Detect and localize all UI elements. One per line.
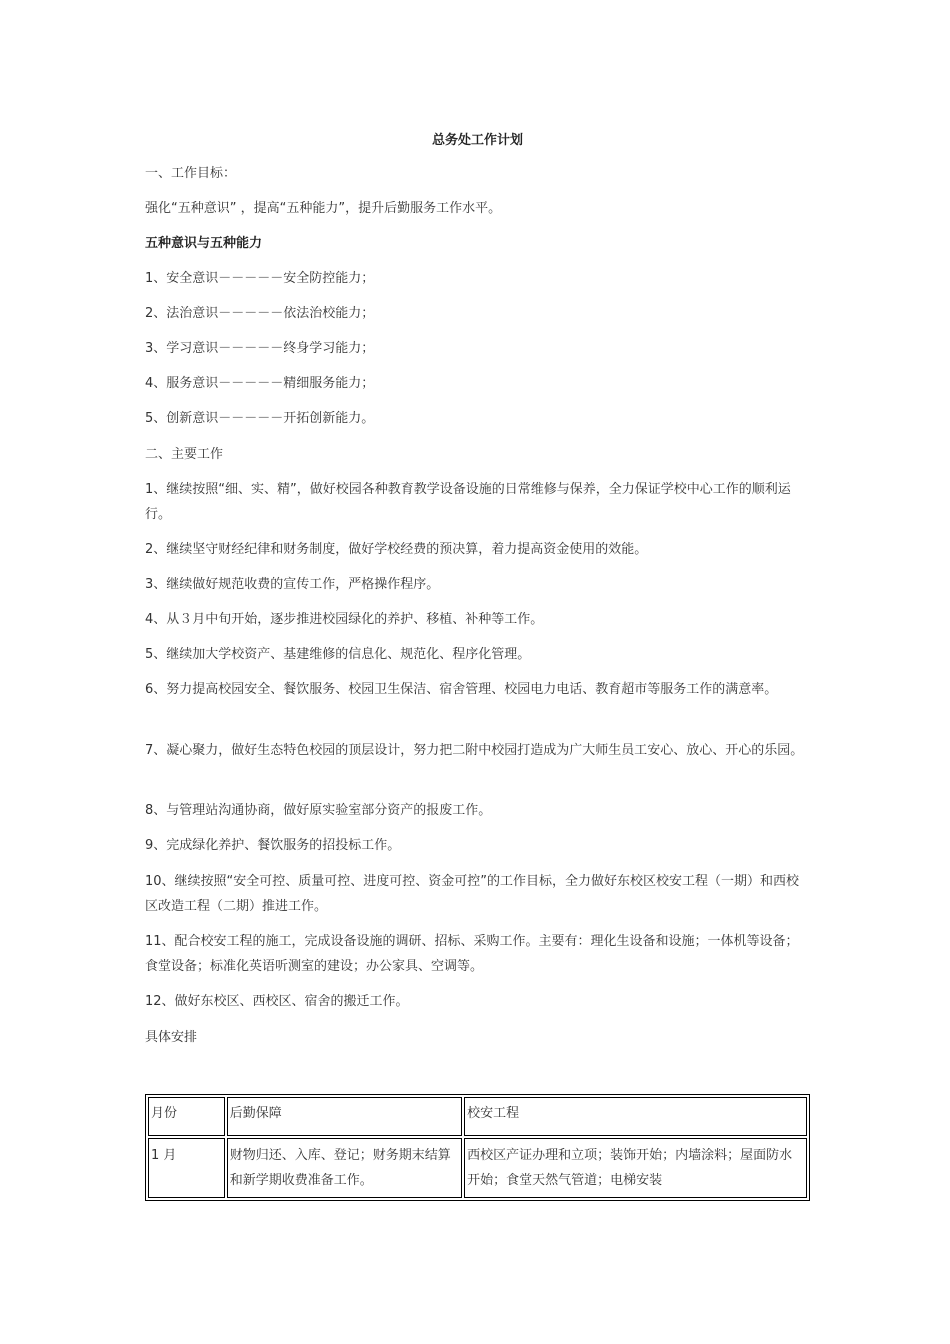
cell-logistics: 财物归还、入库、登记；财务期末结算和新学期收费准备工作。 (227, 1138, 462, 1198)
task-item: 8、与管理站沟通协商，做好原实验室部分资产的报废工作。 (145, 803, 492, 818)
schedule-table (145, 1094, 810, 1201)
ability-item: 5、创新意识－－－－－开拓创新能力。 (145, 411, 375, 426)
task-item: 2、继续坚守财经纪律和财务制度，做好学校经费的预决算，着力提高资金使用的效能。 (145, 542, 648, 557)
task-item: 5、继续加大学校资产、基建维修的信息化、规范化、程序化管理。 (145, 647, 531, 662)
table-row (148, 1138, 807, 1198)
section-heading-goals: 一、工作目标： (145, 166, 237, 181)
header-logistics: 后勤保障 (227, 1097, 462, 1136)
header-safety-project: 校安工程 (464, 1097, 807, 1136)
table-header-row (148, 1097, 807, 1136)
ability-item: 1、安全意识－－－－－安全防控能力； (145, 271, 375, 286)
task-item: 10、继续按照“安全可控、质量可控、进度可控、资金可控”的工作目标，全力做好东校区校安工程（一期）和西校区改造工程（二期）推进工作。 (145, 874, 800, 914)
task-item: 1、继续按照“细、实、精”，做好校园各种教育教学设备设施的日常维修与保养，全力保证学校中心工作的顺利运行。 (145, 482, 791, 522)
schedule-label: 具体安排 (145, 1030, 198, 1045)
task-item: 3、继续做好规范收费的宣传工作，严格操作程序。 (145, 577, 440, 592)
cell-month: 1 月 (148, 1138, 225, 1198)
section-heading-tasks: 二、主要工作 (145, 447, 224, 462)
header-month: 月份 (148, 1097, 225, 1136)
abilities-heading: 五种意识与五种能力 (145, 236, 263, 251)
task-item: 12、做好东校区、西校区、宿舍的搬迁工作。 (145, 994, 409, 1009)
task-item: 7、凝心聚力，做好生态特色校园的顶层设计，努力把二附中校园打造成为广大师生员工安心、放心、开心的乐园。 (145, 743, 804, 758)
task-item: 11、配合校安工程的施工，完成设备设施的调研、招标、采购工作。主要有：理化生设备和设施；一体机等设备；食堂设备；标准化英语听测室的建设；办公家具、空调等。 (145, 934, 799, 974)
document-title: 总务处工作计划 (431, 133, 523, 148)
task-item: 4、从３月中旬开始，逐步推进校园绿化的养护、移植、补种等工作。 (145, 612, 544, 627)
task-item: 9、完成绿化养护、餐饮服务的招投标工作。 (145, 838, 401, 853)
ability-item: 2、法治意识－－－－－依法治校能力； (145, 306, 375, 321)
ability-item: 3、学习意识－－－－－终身学习能力； (145, 341, 375, 356)
cell-safety-project: 西校区产证办理和立项；装饰开始；内墙涂料；屋面防水开始；食堂天然气管道；电梯安装 (464, 1138, 807, 1198)
ability-item: 4、服务意识－－－－－精细服务能力； (145, 376, 375, 391)
goal-text: 强化“五种意识” ，提高“五种能力”，提升后勤服务工作水平。 (145, 201, 502, 216)
task-item: 6、努力提高校园安全、餐饮服务、校园卫生保洁、宿舍管理、校园电力电话、教育超市等服务工作的满意率。 (145, 682, 778, 697)
